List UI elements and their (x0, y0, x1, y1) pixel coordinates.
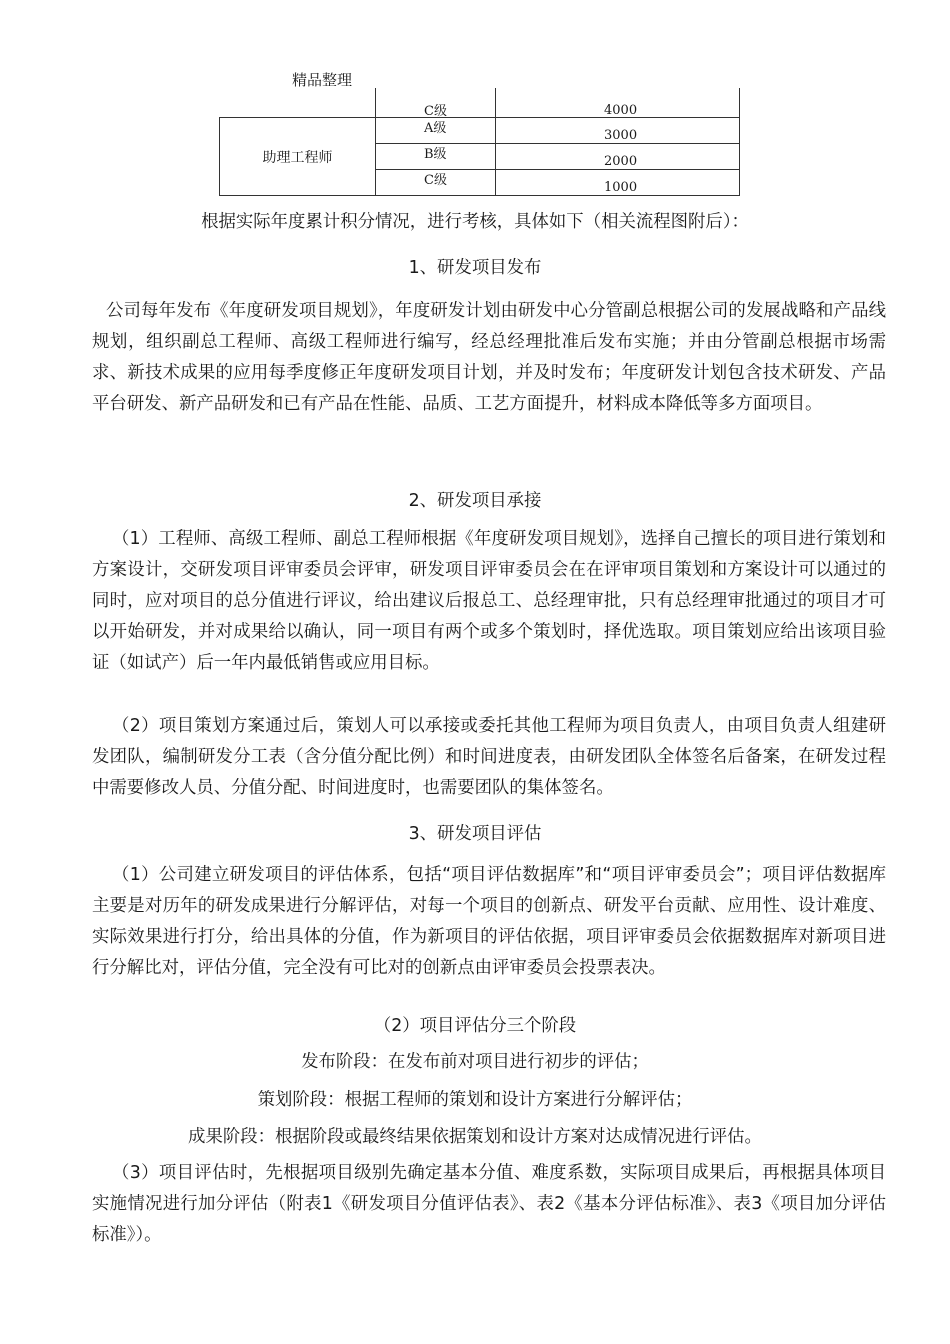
grade-cell: C级 (424, 104, 447, 119)
value-cell: 4000 (604, 103, 638, 118)
section-2-paragraph-1: （1）工程师、高级工程师、副总工程师根据《年度研发项目规划》，选择自己擅长的项目进行策划和方案设计，交研发项目评审委员会评审，研发项目评审委员会在在评审项目策划和方案设计可以通过的同时，应对项目的总分值进行评议，给出建议后报总工、总经理审批，只有总经理审批通过的项目才可以开始研发，并对成果给以确认，同一项目有两个或多个策划时，择优选取。项目策划应给出该项目验证（如试产）后一年内最低销售或应用目标。 (92, 529, 886, 673)
grade-cell: A级 (424, 121, 447, 136)
stage-result: 成果阶段：根据阶段或最终结果依据策划和设计方案对达成情况进行评估。 (188, 1127, 762, 1147)
grade-cell: C级 (424, 173, 447, 188)
intro-text: 根据实际年度累计积分情况，进行考核，具体如下（相关流程图附后）： (201, 212, 749, 232)
table-row (220, 88, 740, 118)
section-1-title: 1、研发项目发布 (408, 258, 542, 278)
section-2-title: 2、研发项目承接 (408, 491, 542, 511)
table-top-label: 精品整理 (292, 71, 353, 89)
value-cell: 1000 (604, 180, 638, 195)
table-row (220, 118, 740, 144)
section-2-paragraph-2: （2）项目策划方案通过后，策划人可以承接或委托其他工程师为项目负责人，由项目负责人组建研发团队，编制研发分工表（含分值分配比例）和时间进度表，由研发团队全体签名后备案，在研发过程中需要修改人员、分值分配、时间进度时，也需要团队的集体签名。 (92, 716, 886, 798)
role-cell (220, 88, 376, 118)
section-3-paragraph-1: （1）公司建立研发项目的评估体系，包括“项目评估数据库”和“项目评审委员会”；项目评估数据库主要是对历年的研发成果进行分解评估，对每一个项目的创新点、研发平台贡献、应用性、设计难度、实际效果进行打分，给出具体的分值，作为新项目的评估依据，项目评审委员会依据数据库对新项目进行分解比对，评估分值，完全没有可比对的创新点由评审委员会投票表决。 (92, 865, 886, 978)
value-cell: 2000 (604, 154, 638, 169)
stage-planning: 策划阶段：根据工程师的策划和设计方案进行分解评估； (257, 1090, 693, 1110)
grade-score-table (219, 88, 740, 196)
section-3-subtitle: （2）项目评估分三个阶段 (373, 1016, 577, 1036)
value-cell: 3000 (604, 128, 638, 143)
grade-cell: B级 (424, 147, 447, 162)
stage-publish: 发布阶段：在发布前对项目进行初步的评估； (301, 1052, 649, 1072)
section-3-title: 3、研发项目评估 (408, 824, 542, 844)
section-1-paragraph: 公司每年发布《年度研发项目规划》，年度研发计划由研发中心分管副总根据公司的发展战略和产品线规划，组织副总工程师、高级工程师进行编写，经总经理批准后发布实施；并由分管副总根据市场需求、新技术成果的应用每季度修正年度研发项目计划，并及时发布；年度研发计划包含技术研发、产品平台研发、新产品研发和已有产品在性能、品质、工艺方面提升，材料成本降低等多方面项目。 (92, 301, 886, 414)
role-cell: 助理工程师 (220, 118, 376, 196)
section-3-paragraph-3: （3）项目评估时，先根据项目级别先确定基本分值、难度系数，实际项目成果后，再根据具体项目实施情况进行加分评估（附表1《研发项目分值评估表》、表2《基本分评估标准》、表3《项目加分评估标准》）。 (92, 1163, 886, 1245)
